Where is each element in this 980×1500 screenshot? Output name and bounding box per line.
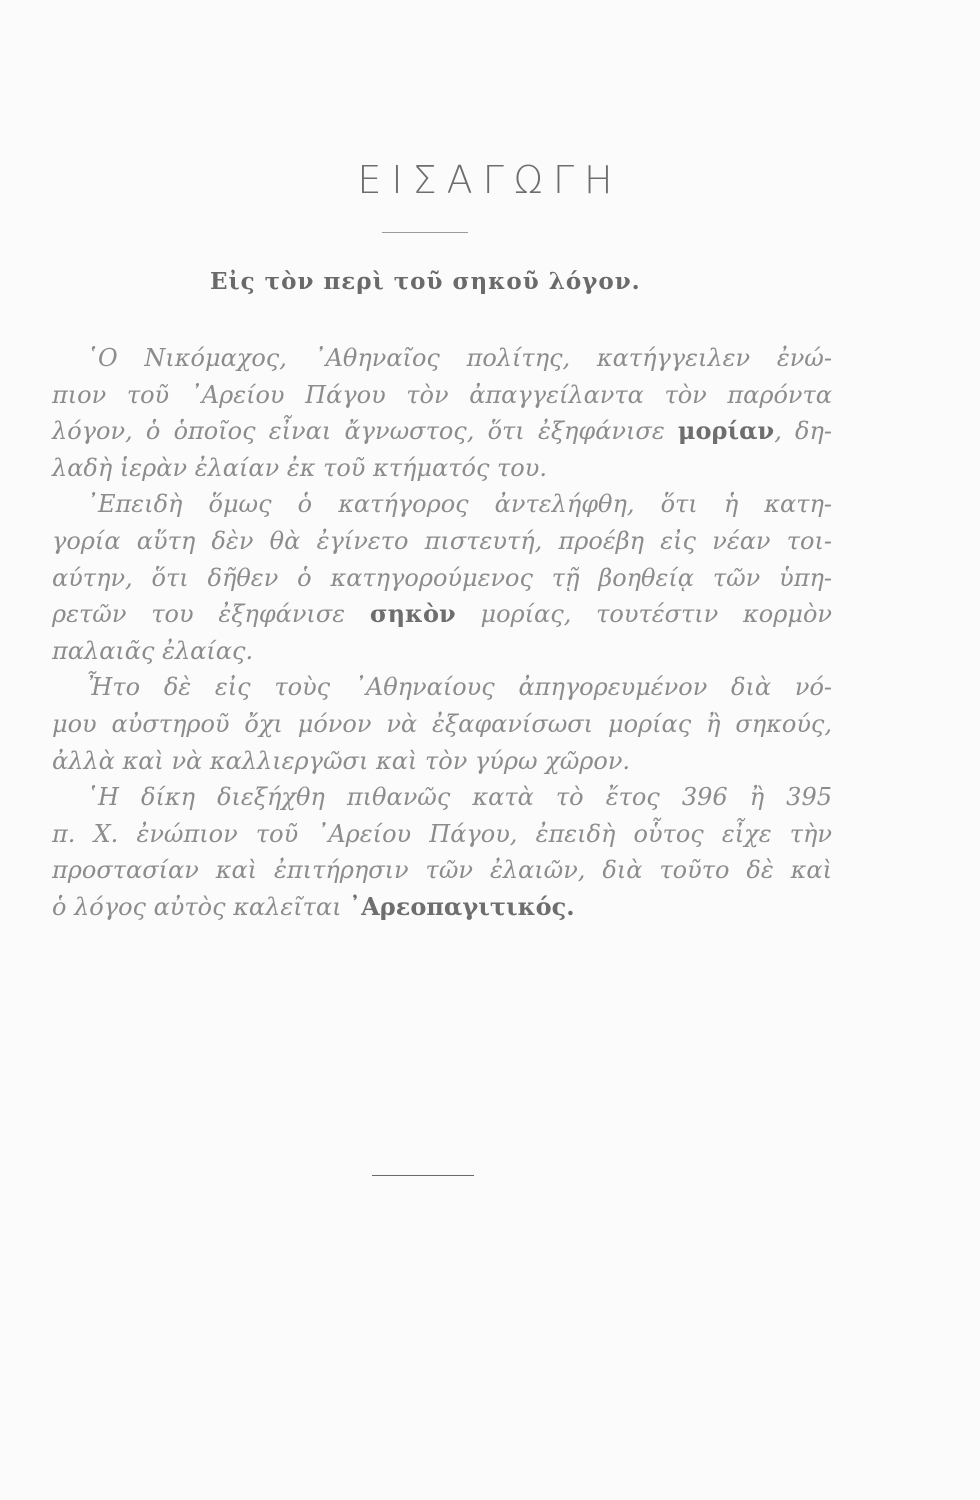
text-line: [52, 889, 832, 926]
body-text: [52, 340, 832, 926]
line-text: ρετῶν του ἐξηφάνισε: [52, 600, 370, 629]
text-line: [52, 450, 832, 487]
title-divider: [382, 232, 468, 233]
paragraph: [52, 486, 832, 669]
paragraph: [52, 669, 832, 779]
text-line: [52, 852, 832, 889]
line-text-end: , δη-: [774, 417, 832, 446]
line-text: ᾿Επειδὴ ὅμως ὁ κατήγορος ἀντελήφθη, ὅτι ἡ κατη-: [86, 490, 832, 519]
line-text: π. Χ. ἐνώπιον τοῦ ᾿Αρείου Πάγου, ἐπειδὴ οὗτος εἶχε τὴν: [52, 819, 832, 848]
line-text: πιον τοῦ ᾿Αρείου Πάγου τὸν ἀπαγγείλαντα τὸν παρόντα: [52, 380, 832, 409]
chapter-title: ΕΙΣΑΓΩΓΗ: [357, 158, 623, 202]
emphasized-word: ᾿Αρεοπαγιτικός.: [349, 891, 575, 921]
line-text: ῾Η δίκη διεξήχθη πιθανῶς κατὰ τὸ ἔτος 396 ἢ 395: [86, 783, 832, 812]
text-line: [52, 743, 832, 780]
paragraph: [52, 340, 832, 486]
paragraph: [52, 779, 832, 925]
line-text-end: μορίας, τουτέστιν κορμὸν: [455, 600, 832, 629]
text-line: [52, 669, 832, 706]
line-text: ὁ λόγος αὐτὸς καλεῖται: [52, 892, 350, 921]
line-text: λόγον, ὁ ὁποῖος εἶναι ἄγνωστος, ὅτι ἐξηφάνισε: [52, 417, 678, 446]
line-text: προστασίαν καὶ ἐπιτήρησιν τῶν ἐλαιῶν, διὰ τοῦτο δὲ καὶ: [52, 856, 832, 885]
chapter-subtitle: Εἰς τὸν περὶ τοῦ σηκοῦ λόγον.: [210, 268, 641, 295]
line-text: αύτην, ὅτι δῆθεν ὁ κατηγορούμενος τῇ βοηθείᾳ τῶν ὑπη-: [52, 563, 832, 592]
line-text: παλαιᾶς ἐλαίας.: [52, 636, 254, 665]
line-text: ῾Ο Νικόμαχος, ᾿Αθηναῖος πολίτης, κατήγγειλεν ἐνώ-: [86, 344, 832, 372]
text-line: [52, 377, 832, 414]
text-line: [52, 596, 832, 633]
text-line: [52, 340, 832, 377]
text-line: [52, 633, 832, 670]
text-line: [52, 486, 832, 523]
text-line: [52, 560, 832, 597]
line-text: Ἦτο δὲ εἰς τοὺς ᾿Αθηναίους ἀπηγορευμένον διὰ νό-: [86, 673, 832, 702]
text-line: [52, 779, 832, 816]
emphasized-word: σηκὸν: [369, 599, 456, 629]
line-text: λαδὴ ἱερὰν ἐλαίαν ἐκ τοῦ κτήματός του.: [52, 453, 547, 482]
line-text: μου αὐστηροῦ ὄχι μόνον νὰ ἐξαφανίσωσι μορίας ἢ σηκούς,: [52, 709, 832, 738]
text-line: [52, 706, 832, 743]
line-text: γορία αὕτη δὲν θὰ ἐγίνετο πιστευτή, προέβη εἰς νέαν τοι-: [52, 526, 832, 555]
text-line: [52, 523, 832, 560]
emphasized-word: μορίαν: [677, 416, 775, 446]
text-line: [52, 816, 832, 853]
end-divider: [372, 1175, 474, 1176]
text-line: [52, 413, 832, 450]
line-text: ἀλλὰ καὶ νὰ καλλιεργῶσι καὶ τὸν γύρω χῶρον.: [52, 746, 631, 775]
